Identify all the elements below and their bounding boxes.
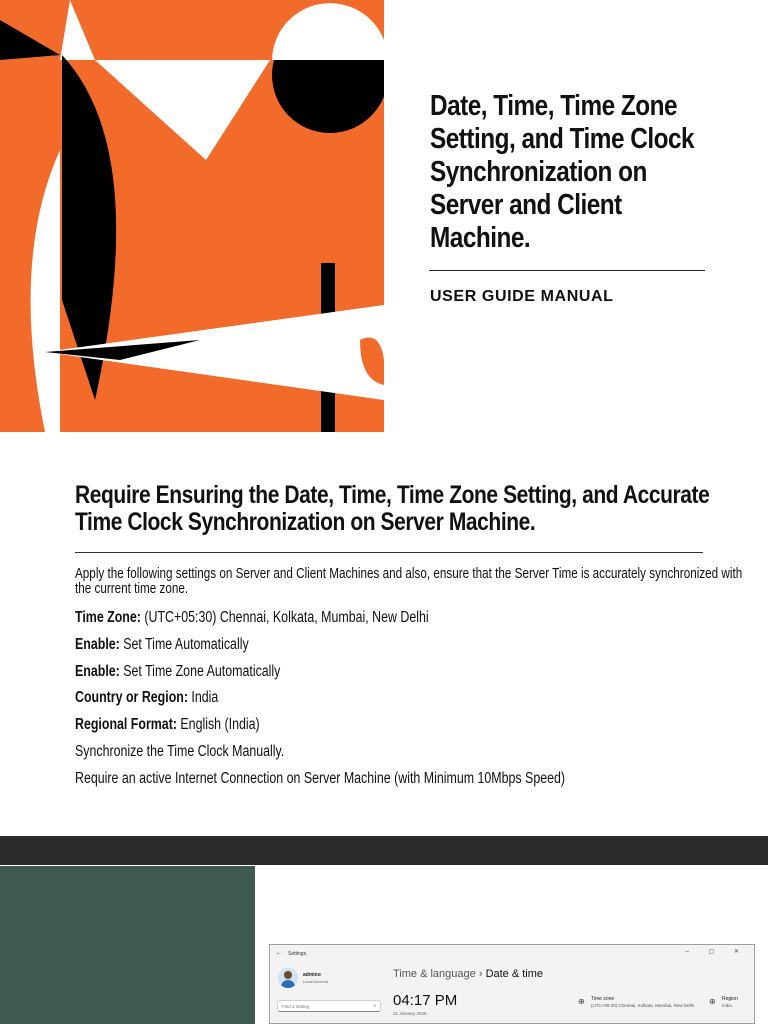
section-divider — [75, 552, 703, 553]
abstract-art-illustration — [0, 0, 384, 432]
window-controls[interactable]: – ▢ ✕ — [685, 949, 748, 955]
search-input[interactable] — [277, 1000, 381, 1012]
spec-value: (UTC+05:30) Chennai, Kolkata, Mumbai, New Delhi — [144, 609, 429, 626]
spec-set-time-zone-automatically — [75, 663, 280, 681]
title-divider — [429, 270, 705, 271]
window-title: Settings — [288, 951, 307, 957]
page-separator-band — [0, 836, 768, 865]
green-side-panel — [0, 866, 255, 1024]
region-label: Region — [722, 996, 738, 1002]
note-internet: Require an active Internet Connection on Server Machine (with Minimum 10Mbps Speed) — [75, 770, 566, 787]
spec-value: India — [191, 689, 219, 706]
breadcrumb-current: Date & time — [485, 968, 544, 980]
document-subtitle: USER GUIDE MANUAL — [430, 288, 614, 305]
spec-label: Enable: — [75, 636, 120, 653]
avatar — [278, 968, 298, 988]
spec-label: Time Zone: — [75, 609, 141, 626]
globe-clock-icon: ⊕ — [578, 997, 585, 1006]
requirements-body — [75, 565, 765, 787]
search-placeholder: Find a setting — [282, 1004, 310, 1009]
spec-value: Set Time Zone Automatically — [123, 663, 281, 680]
spec-label: Country or Region: — [75, 689, 188, 706]
search-icon: ⌕ — [373, 1003, 376, 1009]
spec-set-time-automatically — [75, 636, 249, 654]
avatar-body — [281, 980, 295, 988]
breadcrumb — [393, 968, 543, 980]
document-title: Date, Time, Time Zone Setting, and Time Clock Synchronization on Server and Client Machine. — [430, 90, 695, 254]
spec-value: English (India) — [180, 716, 260, 733]
spec-label: Regional Format: — [75, 716, 177, 733]
time-zone-label: Time zone — [591, 996, 615, 1002]
time-zone-value: (UTC+05:30) Chennai, Kolkata, Mumbai, New Delhi — [591, 1003, 695, 1008]
title-block — [430, 90, 730, 255]
note-sync: Synchronize the Time Clock Manually. — [75, 743, 285, 760]
current-time: 04:17 PM — [393, 992, 458, 1009]
current-date: 21 January 2025 — [393, 1011, 427, 1016]
spec-country-region — [75, 689, 218, 707]
back-arrow-icon[interactable]: ← — [276, 950, 282, 956]
window-titlebar — [270, 945, 754, 963]
intro-paragraph: Apply the following settings on Server and Client Machines and also, ensure that the Server Time is accurately synchronized with the current time zone. — [75, 565, 743, 597]
spec-value: Set Time Automatically — [123, 636, 249, 653]
spec-regional-format — [75, 716, 260, 734]
section-heading: Require Ensuring the Date, Time, Time Zone Setting, and Accurate Time Clock Synchronization on Server Machine. — [75, 481, 710, 536]
region-globe-icon: ⊕ — [709, 997, 716, 1006]
spec-time-zone — [75, 609, 429, 627]
avatar-head — [284, 971, 292, 979]
settings-screenshot — [269, 944, 755, 1024]
user-name: admino — [303, 972, 321, 978]
spec-label: Enable: — [75, 663, 120, 680]
region-value: India — [722, 1003, 732, 1008]
breadcrumb-parent[interactable]: Time & language — [393, 968, 476, 980]
requirements-section — [75, 482, 715, 536]
account-type: Local Account — [303, 979, 328, 984]
chevron-right-icon: › — [478, 968, 483, 980]
cover-artwork — [0, 0, 384, 432]
